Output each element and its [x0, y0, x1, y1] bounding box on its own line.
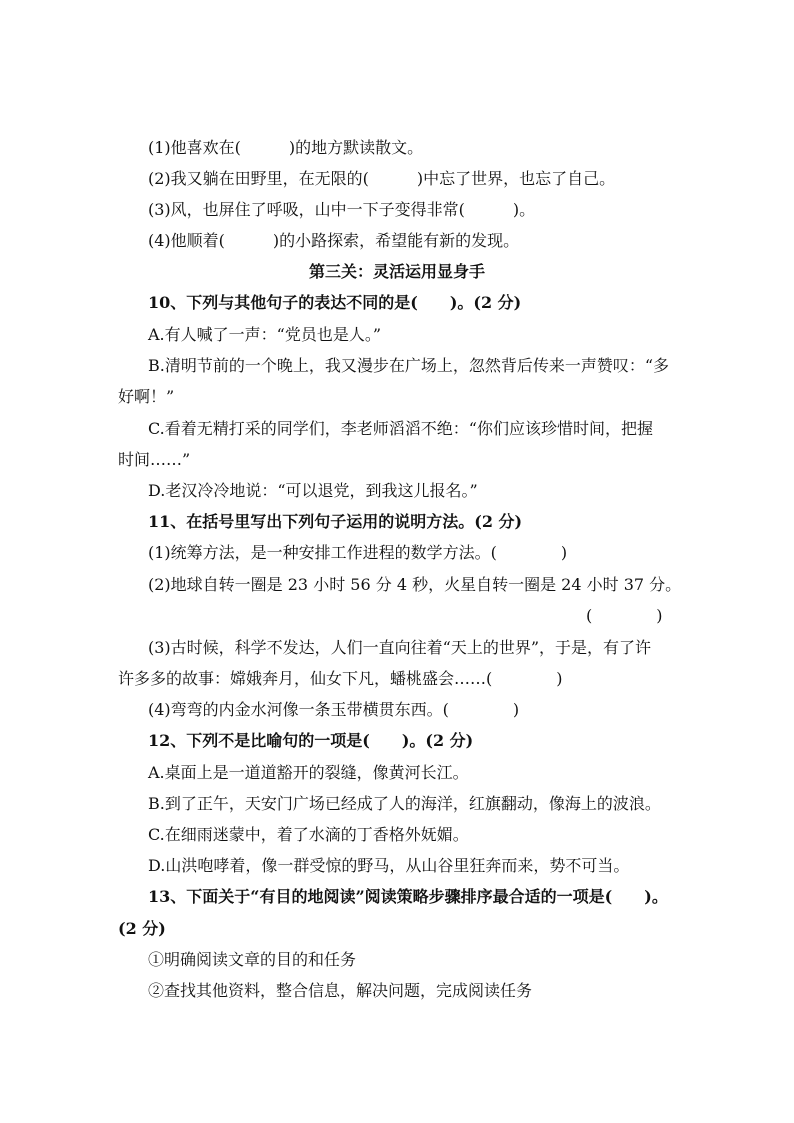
blank-item-4: (4)他顺着( )的小路探索，希望能有新的发现。	[148, 231, 520, 250]
question-13-title-cont: (2 分)	[118, 919, 166, 938]
question-11-item-3: (3)古时候，科学不发达，人们一直向往着“天上的世界”，于是，有了许	[148, 638, 652, 657]
blank-item-2: (2)我又躺在田野里，在无限的( )中忘了世界，也忘了自己。	[148, 169, 616, 188]
question-11-title: 11、在括号里写出下列句子运用的说明方法。(2 分)	[148, 512, 523, 531]
question-10-option-c: C.看着无精打采的同学们，李老师滔滔不绝：“你们应该珍惜时间，把握	[148, 419, 653, 438]
question-10-option-c-cont: 时间……”	[118, 450, 191, 469]
question-13-title: 13、下面关于“有目的地阅读”阅读策略步骤排序最合适的一项是( )。	[148, 887, 668, 906]
blank-item-1: (1)他喜欢在( )的地方默读散文。	[148, 138, 424, 157]
section-title: 第三关：灵活运用显身手	[308, 262, 485, 281]
question-10-option-b: B.清明节前的一个晚上，我又漫步在广场上，忽然背后传来一声赞叹：“多	[148, 356, 670, 375]
question-11-item-3-cont: 许多多的故事：嫦娥奔月，仙女下凡，蟠桃盛会……( )	[118, 669, 563, 688]
question-11-item-2: (2)地球自转一圈是 23 小时 56 分 4 秒，火星自转一圈是 24 小时 37 分。	[148, 575, 682, 594]
question-12-option-a: A.桌面上是一道道豁开的裂缝，像黄河长江。	[148, 763, 469, 782]
question-12-title: 12、下列不是比喻句的一项是( )。(2 分)	[148, 731, 474, 750]
question-13-step-1: ①明确阅读文章的目的和任务	[148, 950, 357, 969]
question-11-item-2-answer: ( )	[586, 606, 663, 625]
question-11-item-1: (1)统筹方法，是一种安排工作进程的数学方法。( )	[148, 543, 568, 562]
blank-item-3: (3)风，也屏住了呼吸，山中一下子变得非常( )。	[148, 200, 536, 219]
question-13-step-2: ②查找其他资料，整合信息，解决问题，完成阅读任务	[148, 981, 533, 1000]
question-10-title: 10、下列与其他句子的表达不同的是( )。(2 分)	[148, 293, 522, 312]
question-10-option-a: A.有人喊了一声：“党员也是人。”	[148, 325, 382, 344]
question-12-option-b: B.到了正午，天安门广场已经成了人的海洋，红旗翻动，像海上的波浪。	[148, 794, 661, 813]
question-10-option-d: D.老汉冷冷地说：“可以退党，到我这儿报名。”	[148, 481, 478, 500]
question-10-option-b-cont: 好啊！”	[118, 387, 175, 406]
question-12-option-c: C.在细雨迷蒙中，着了水滴的丁香格外妩媚。	[148, 825, 469, 844]
question-11-item-4: (4)弯弯的内金水河像一条玉带横贯东西。( )	[148, 700, 520, 719]
question-12-option-d: D.山洪咆哮着，像一群受惊的野马，从山谷里狂奔而来，势不可当。	[148, 856, 630, 875]
